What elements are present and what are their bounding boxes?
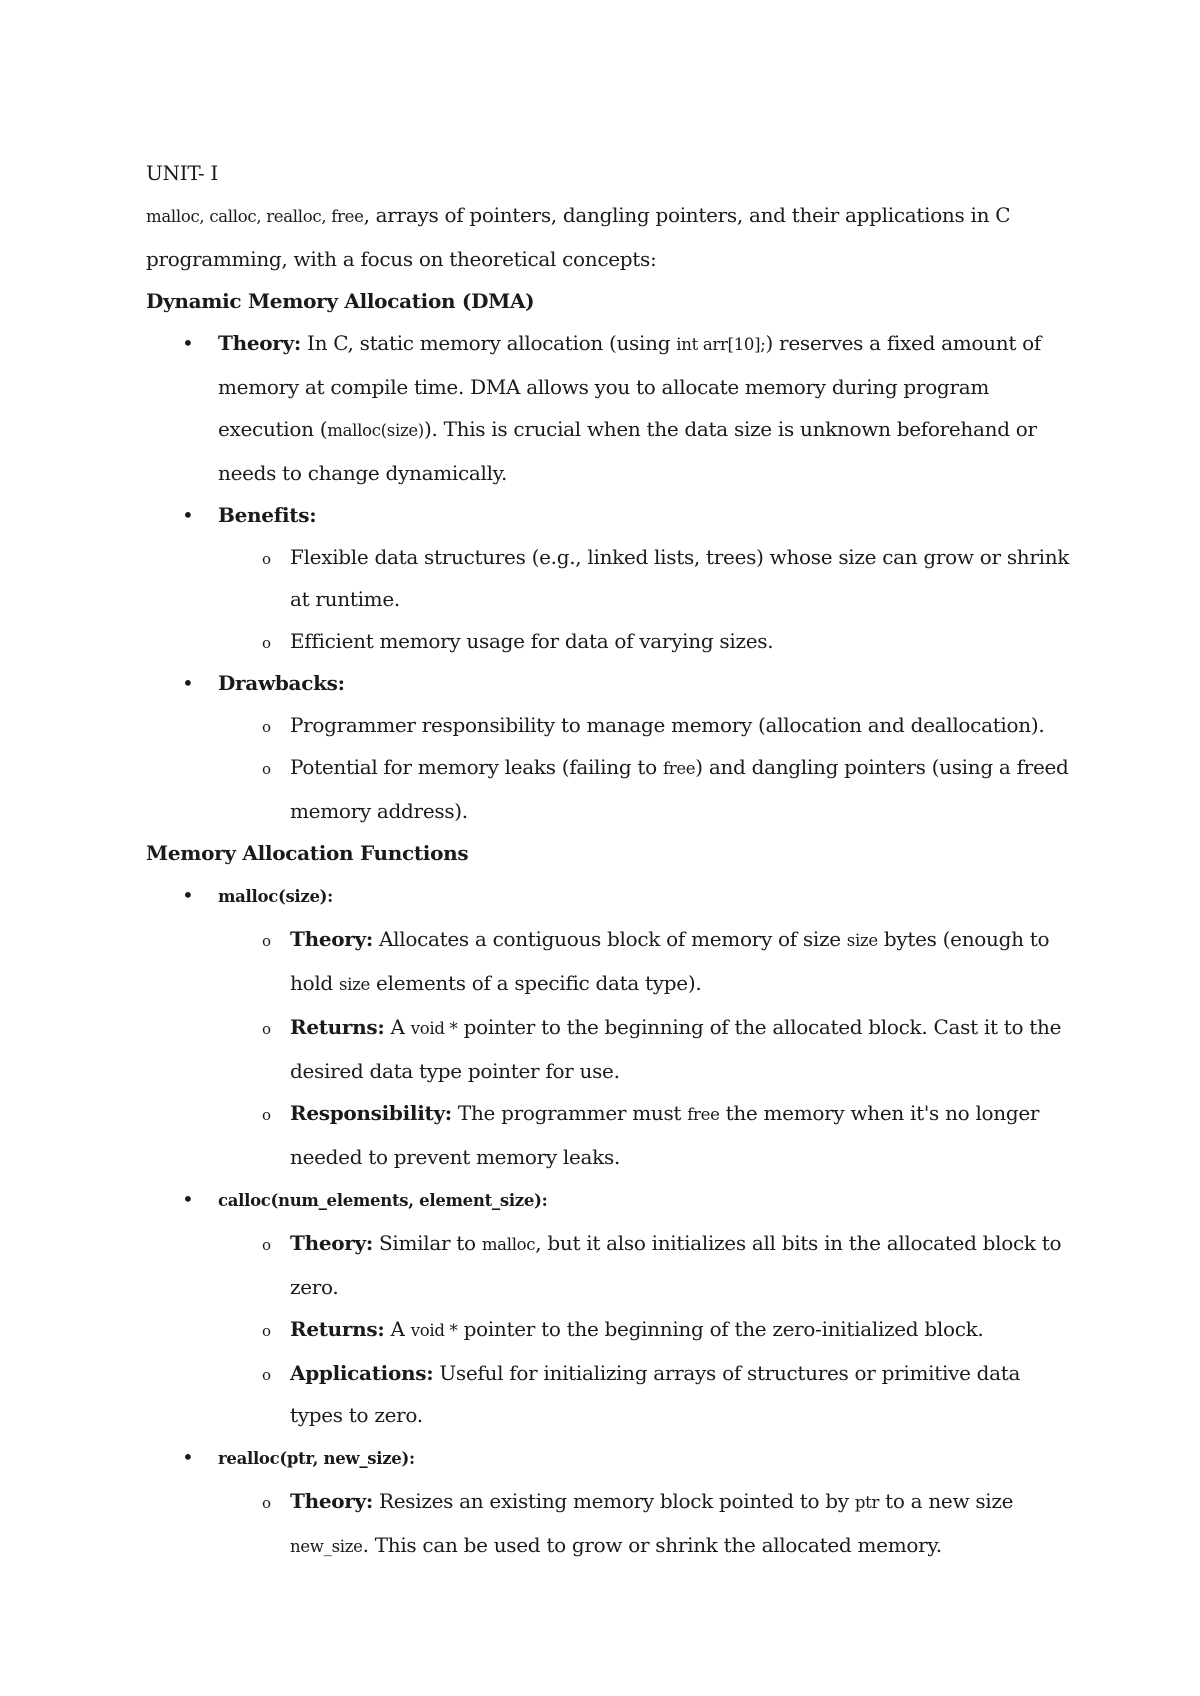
calloc-applications-label: Applications:: [290, 1361, 434, 1385]
calloc-returns-text: pointer to the beginning of the zero-initialized block.: [457, 1317, 984, 1341]
malloc-responsibility-label: Responsibility:: [290, 1101, 452, 1125]
realloc-item: [146, 1436, 1076, 1568]
dma-heading: Dynamic Memory Allocation (DMA): [146, 289, 535, 313]
calloc-theory-text: , but it also initializes all bits in the allocated block to zero.: [290, 1231, 1062, 1299]
unit-title: UNIT- I: [146, 161, 218, 185]
dma-benefits-label: Benefits:: [218, 503, 317, 527]
malloc-item: [146, 874, 1076, 1178]
intro-sep: ,: [199, 207, 210, 226]
calloc-applications: [218, 1352, 1076, 1436]
dma-list: [146, 322, 1076, 832]
calloc-theory-text: Similar to: [372, 1231, 482, 1255]
benefit-item: o Flexible data structures (e.g., linked lists, trees) whose size can grow or shrink at runtime.: [218, 536, 1076, 620]
calloc-item: [146, 1178, 1076, 1436]
malloc-responsibility: [218, 1092, 1076, 1178]
calloc-theory: [218, 1222, 1076, 1308]
drawback-item: [218, 746, 1076, 832]
malloc-returns-text: A: [384, 1015, 411, 1039]
malloc-returns-code: void *: [410, 1019, 458, 1038]
intro-code-calloc: calloc: [209, 207, 257, 226]
intro-sep: ,: [321, 207, 332, 226]
benefit-item: o Efficient memory usage for data of varying sizes.: [218, 620, 1076, 662]
intro-text: , arrays of pointers, dangling pointers, and their applications in C programming, with a focus on theoretical concepts:: [146, 203, 1011, 271]
dma-theory-text: ). This is crucial when the data size is unknown beforehand or needs to change dynamically.: [218, 417, 1037, 485]
dma-drawbacks-item: [146, 662, 1076, 832]
document-page: [146, 152, 1076, 1568]
calloc-theory-code: malloc: [481, 1235, 536, 1254]
calloc-name: calloc(num_elements, element_size):: [218, 1191, 548, 1210]
realloc-sublist: [218, 1480, 1076, 1568]
intro-code-realloc: realloc: [266, 207, 322, 226]
drawbacks-sublist: [218, 704, 1076, 832]
malloc-theory-text: bytes (enough to hold: [290, 927, 1050, 995]
drawback-text: ) and dangling pointers (using a freed memory address).: [290, 755, 1069, 823]
malloc-responsibility-text: The programmer must: [451, 1101, 688, 1125]
calloc-sublist: [218, 1222, 1076, 1436]
realloc-theory-code: ptr: [854, 1493, 880, 1512]
dma-drawbacks-label: Drawbacks:: [218, 671, 345, 695]
realloc-theory-label: Theory:: [290, 1489, 373, 1513]
dma-theory-code: int arr[10];: [676, 335, 766, 354]
intro-code-malloc: malloc: [146, 207, 200, 226]
maf-list: [146, 874, 1076, 1568]
calloc-theory-label: Theory:: [290, 1231, 373, 1255]
malloc-returns: [218, 1006, 1076, 1092]
dma-theory-text: ) reserves a fixed amount of memory at compile time. DMA allows you to allocate memory during program execution (: [218, 331, 1041, 441]
malloc-theory: [218, 918, 1076, 1006]
intro-paragraph: [146, 194, 1076, 280]
drawback-text: Potential for memory leaks (failing to: [290, 755, 663, 779]
realloc-theory-text: to a new size: [879, 1489, 1014, 1513]
realloc-theory-text: . This can be used to grow or shrink the allocated memory.: [362, 1533, 942, 1557]
malloc-theory-text: Allocates a contiguous block of memory of size: [372, 927, 847, 951]
benefits-sublist: [218, 536, 1076, 662]
calloc-returns: [218, 1308, 1076, 1352]
malloc-theory-text: elements of a specific data type).: [370, 971, 702, 995]
drawback-code: free: [662, 759, 696, 778]
calloc-applications-text: Useful for initializing arrays of structures or primitive data types to zero.: [290, 1361, 1021, 1427]
dma-theory-item: [146, 322, 1076, 494]
malloc-returns-text: pointer to the beginning of the allocated block. Cast it to the desired data type pointer for use.: [290, 1015, 1062, 1083]
realloc-theory-text: Resizes an existing memory block pointed to by: [372, 1489, 855, 1513]
malloc-name: malloc(size):: [218, 887, 333, 906]
calloc-returns-code: void *: [410, 1321, 458, 1340]
dma-theory-code: malloc(size): [327, 421, 424, 440]
malloc-responsibility-text: the memory when it's no longer needed to prevent memory leaks.: [290, 1101, 1040, 1169]
malloc-theory-code: size: [338, 975, 370, 994]
malloc-theory-code: size: [846, 931, 878, 950]
calloc-returns-label: Returns:: [290, 1317, 385, 1341]
drawback-item: o Programmer responsibility to manage memory (allocation and deallocation).: [218, 704, 1076, 746]
intro-sep: ,: [256, 207, 267, 226]
malloc-returns-label: Returns:: [290, 1015, 385, 1039]
dma-theory-text: In C, static memory allocation (using: [300, 331, 677, 355]
malloc-sublist: [218, 918, 1076, 1178]
intro-code-free: free: [331, 207, 364, 226]
calloc-returns-text: A: [384, 1317, 411, 1341]
realloc-name: realloc(ptr, new_size):: [218, 1449, 415, 1468]
maf-heading: Memory Allocation Functions: [146, 841, 469, 865]
malloc-responsibility-code: free: [687, 1105, 720, 1124]
dma-theory-label: Theory:: [218, 331, 301, 355]
realloc-theory: [218, 1480, 1076, 1568]
malloc-theory-label: Theory:: [290, 927, 373, 951]
realloc-theory-code: new_size: [290, 1537, 363, 1556]
dma-benefits-item: [146, 494, 1076, 662]
